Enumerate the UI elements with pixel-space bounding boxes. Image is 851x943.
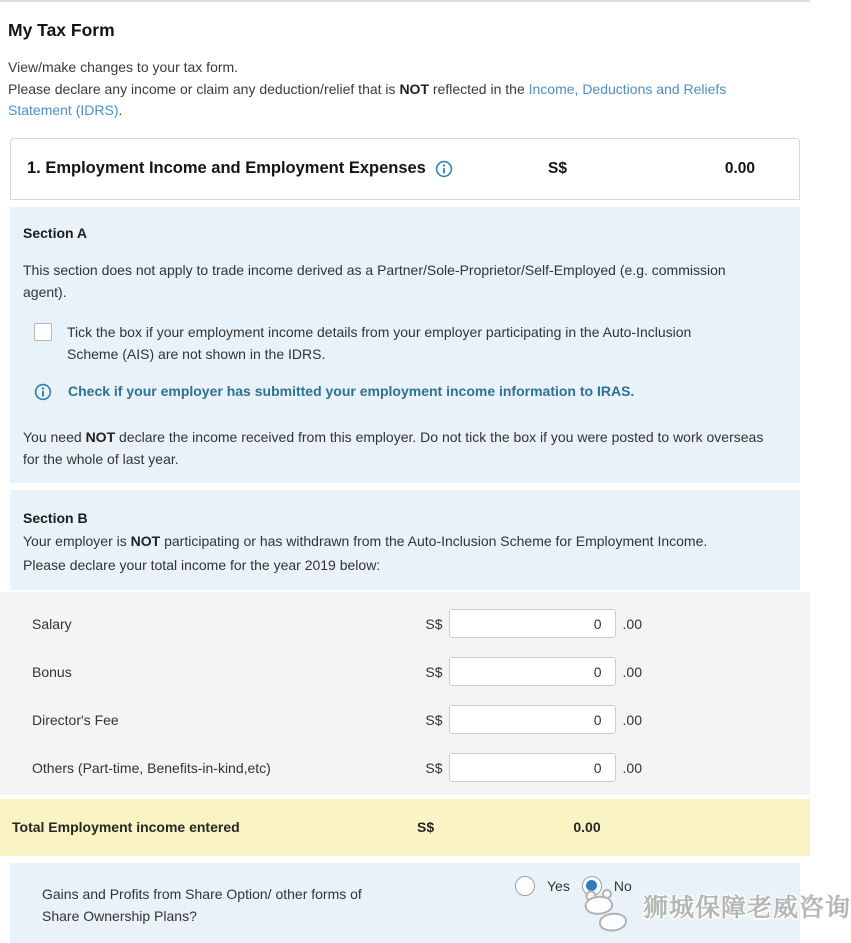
radio-yes-circle[interactable] (515, 876, 535, 896)
bonus-currency: S$ (425, 663, 443, 680)
directors-fee-cents: .00 (622, 711, 642, 728)
intro-text: View/make changes to your tax form. (8, 59, 239, 75)
others-label: Others (Part-time, Benefits-in-kind,etc) (32, 759, 271, 776)
field-row-others (32, 744, 810, 792)
declare-mid: reflected in the (429, 80, 529, 97)
info-icon[interactable] (435, 160, 453, 178)
radio-option-no[interactable] (582, 876, 632, 896)
section-b-heading: Section B (23, 509, 88, 526)
section-1-currency: S$ (548, 159, 567, 177)
section-1-header[interactable] (10, 138, 800, 200)
share-option-radio-group (515, 876, 632, 896)
ais-checkbox[interactable] (34, 323, 52, 341)
ais-checkbox-label[interactable]: Tick the box if your employment income details from your employer participating in the Auto-Inclusion Scheme (AIS) are not shown in the IDRS. (67, 323, 692, 362)
directors-fee-currency: S$ (425, 711, 443, 728)
line1-bold: NOT (130, 532, 161, 549)
section-a-heading: Section A (23, 224, 88, 241)
top-divider (0, 0, 810, 2)
bonus-cents: .00 (622, 663, 642, 680)
field-row-directors-fee (32, 696, 810, 744)
section-b (10, 490, 800, 590)
info-icon (34, 383, 52, 401)
salary-currency: S$ (425, 615, 443, 632)
page-header (0, 18, 810, 122)
section-1-title: 1. Employment Income and Employment Expenses (27, 159, 426, 177)
salary-cents: .00 (622, 615, 642, 632)
section-b-line2: Please declare your total income for the year 2019 below: (23, 556, 381, 573)
share-option-label: Gains and Profits from Share Option/ other forms of Share Ownership Plans? (42, 885, 362, 924)
section-1-title-group (27, 159, 548, 178)
salary-label: Salary (32, 615, 72, 632)
radio-option-yes[interactable] (515, 876, 570, 896)
note-prefix: You need (23, 428, 86, 445)
share-option-question (10, 863, 800, 943)
line1-suffix: participating or has withdrawn from the Auto-Inclusion Scheme for Employment Income. (160, 532, 708, 549)
directors-fee-label: Director's Fee (32, 711, 119, 728)
declare-prefix: Please declare any income or claim any deduction/relief that is (8, 80, 400, 97)
total-employment-income-row (0, 799, 810, 856)
section-a (10, 207, 800, 483)
others-cents: .00 (622, 759, 642, 776)
section-1-amount: 0.00 (724, 159, 755, 177)
note-bold: NOT (85, 428, 116, 445)
declare-bold: NOT (399, 80, 429, 97)
others-currency: S$ (425, 759, 443, 776)
others-input[interactable] (449, 753, 616, 782)
total-label: Total Employment income entered (12, 819, 240, 835)
bonus-input[interactable] (449, 657, 616, 686)
bonus-label: Bonus (32, 663, 72, 680)
employer-check-row (23, 381, 780, 402)
income-fields (0, 592, 810, 795)
total-currency: S$ (417, 819, 435, 835)
field-row-salary (32, 600, 810, 648)
section-1-amount-group (548, 160, 783, 178)
page-title: My Tax Form (8, 20, 115, 40)
ais-checkbox-row (23, 321, 780, 365)
declare-suffix: . (118, 102, 123, 118)
section-a-intro: This section does not apply to trade income derived as a Partner/Sole-Proprietor/Self-Employed (e.g. commission agent). (23, 261, 726, 300)
note-suffix: declare the income received from this employer. Do not tick the box if you were posted to work overseas for the whole of last year. (23, 428, 764, 467)
salary-input[interactable] (449, 609, 616, 638)
declare-text (8, 79, 753, 122)
directors-fee-input[interactable] (449, 705, 616, 734)
section-b-line1 (23, 530, 780, 552)
radio-yes-label: Yes (547, 877, 570, 894)
watermark-text: 狮城保障老威咨询 (643, 894, 851, 922)
total-amount: 0.00 (573, 819, 601, 835)
idrs-link[interactable]: Income, Deductions and Reliefs Statement (IDRS) (8, 80, 727, 118)
section-a-note (23, 426, 780, 470)
radio-no-circle[interactable] (582, 876, 602, 896)
field-row-bonus (32, 648, 810, 696)
line1-prefix: Your employer is (23, 532, 131, 549)
radio-no-label: No (613, 877, 632, 894)
employer-submission-link[interactable]: Check if your employer has submitted your employment income information to IRAS. (68, 382, 635, 399)
